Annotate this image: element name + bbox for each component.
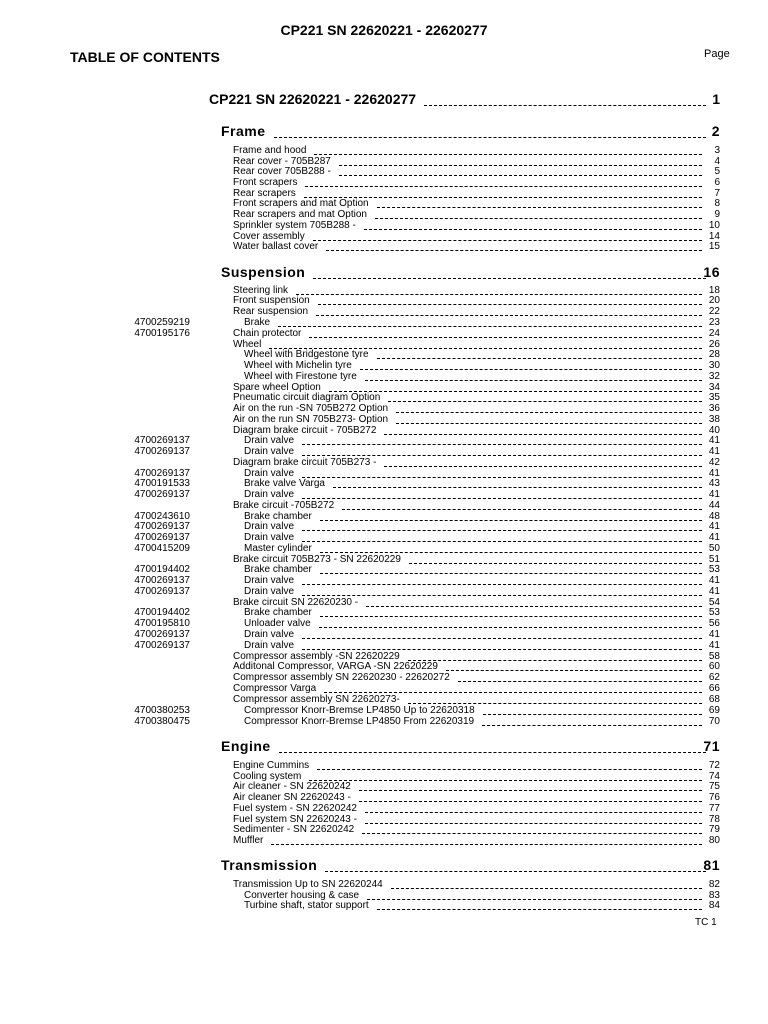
entry-page-number: 38 (708, 414, 720, 425)
leader-line (274, 137, 706, 138)
leader-line (339, 175, 702, 176)
entry-page-number: 50 (708, 543, 720, 554)
entry-title: Sedimenter - SN 22620242 (233, 824, 355, 835)
toc-entry[interactable] (0, 435, 768, 446)
leader-line (365, 380, 702, 381)
toc-entry[interactable] (0, 705, 768, 716)
leader-line (316, 315, 702, 316)
leader-line (391, 888, 702, 889)
entry-page-number: 83 (708, 890, 720, 901)
leader-line (359, 790, 702, 791)
leader-line (360, 369, 702, 370)
entry-page-number: 1 (712, 91, 720, 107)
toc-entry[interactable] (0, 716, 768, 727)
entry-title: Brake chamber (244, 607, 312, 618)
entry-title: Brake (244, 317, 271, 328)
entry-page-number: 58 (708, 651, 720, 662)
part-number: 4700269137 (134, 446, 190, 457)
entry-title: Sprinkler system 705B288 - (233, 220, 356, 231)
entry-page-number: 35 (708, 392, 720, 403)
entry-page-number: 26 (708, 339, 720, 350)
entry-title: Compressor assembly SN 22620230 - 22620272 (233, 672, 450, 683)
entry-page-number: 75 (708, 781, 720, 792)
leader-line (302, 455, 702, 456)
leader-line (302, 649, 702, 650)
entry-title: Air on the run -SN 705B272 Option (233, 403, 389, 414)
part-number: 4700269137 (134, 532, 190, 543)
toc-entry[interactable] (0, 640, 768, 651)
entry-page-number: 41 (708, 586, 720, 597)
toc-entry[interactable] (0, 360, 768, 371)
toc-entry[interactable] (0, 575, 768, 586)
leader-line (302, 638, 702, 639)
toc-entry[interactable] (0, 824, 768, 835)
entry-page-number: 23 (708, 317, 720, 328)
leader-line (317, 769, 702, 770)
toc-entry[interactable] (0, 803, 768, 814)
entry-page-number: 60 (708, 661, 720, 672)
toc-entry[interactable] (0, 306, 768, 317)
entry-page-number: 41 (708, 521, 720, 532)
entry-title: Fuel system SN 22620243 - (233, 814, 357, 825)
entry-page-number: 69 (708, 705, 720, 716)
toc-entry[interactable] (0, 349, 768, 360)
entry-page-number: 32 (708, 371, 720, 382)
part-number: 4700195810 (134, 618, 190, 629)
entry-title: Brake chamber (244, 564, 312, 575)
entry-title: Drain valve (244, 586, 295, 597)
toc-entry[interactable] (0, 618, 768, 629)
leader-line (396, 423, 702, 424)
entry-title: Spare wheel Option (233, 382, 321, 393)
entry-page-number: 80 (708, 835, 720, 846)
toc-entry[interactable] (0, 672, 768, 683)
toc-entry[interactable] (0, 661, 768, 672)
entry-page-number: 74 (708, 771, 720, 782)
entry-page-number: 41 (708, 435, 720, 446)
entry-title: Brake valve Varga (244, 478, 325, 489)
entry-page-number: 82 (708, 879, 720, 890)
entry-title: Wheel with Michelin tyre (244, 360, 352, 371)
entry-title: Unloader valve (244, 618, 311, 629)
entry-title: Wheel (233, 339, 262, 350)
entry-page-number: 76 (708, 792, 720, 803)
entry-title: Chain protector (233, 328, 302, 339)
entry-title: Cover assembly (233, 231, 305, 242)
toc-entry[interactable] (0, 403, 768, 414)
leader-line (424, 105, 706, 106)
leader-line (377, 358, 703, 359)
entry-title: Turbine shaft, stator support (244, 900, 369, 911)
entry-title: Drain valve (244, 575, 295, 586)
entry-title: Rear scrapers (233, 188, 296, 199)
toc-entry[interactable] (0, 607, 768, 618)
part-number: 4700269137 (134, 468, 190, 479)
toc-entry[interactable] (0, 629, 768, 640)
entry-page-number: 8 (714, 198, 720, 209)
leader-line (305, 186, 702, 187)
leader-line (320, 616, 702, 617)
entry-page-number: 41 (708, 640, 720, 651)
leader-line (320, 573, 702, 574)
toc-entry[interactable] (0, 532, 768, 543)
entry-title: Compressor Varga (233, 683, 317, 694)
entry-page-number: 41 (708, 575, 720, 586)
leader-line (279, 752, 706, 753)
toc-entry[interactable] (0, 521, 768, 532)
entry-title: Front scrapers and mat Option (233, 198, 369, 209)
leader-line (362, 833, 702, 834)
leader-line (302, 595, 702, 596)
leader-line (483, 714, 702, 715)
entry-title: Engine (221, 738, 271, 754)
footer-page-id: TC 1 (695, 917, 717, 928)
entry-page-number: 20 (708, 295, 720, 306)
toc-section[interactable] (0, 738, 768, 760)
toc-entry[interactable] (0, 694, 768, 705)
entry-page-number: 6 (714, 177, 720, 188)
leader-line (313, 278, 706, 279)
toc-entry[interactable] (0, 457, 768, 468)
toc-entry[interactable] (0, 586, 768, 597)
part-number: 4700243610 (134, 511, 190, 522)
toc-top-entry[interactable] (0, 91, 768, 113)
toc-entry[interactable] (0, 392, 768, 403)
entry-page-number: 66 (708, 683, 720, 694)
toc-entry[interactable] (0, 220, 768, 231)
entry-page-number: 41 (708, 446, 720, 457)
entry-page-number: 44 (708, 500, 720, 511)
entry-title: Steering link (233, 285, 289, 296)
toc-entry[interactable] (0, 241, 768, 252)
entry-title: Air cleaner SN 22620243 - (233, 792, 351, 803)
leader-line (384, 466, 702, 467)
entry-page-number: 51 (708, 554, 720, 565)
entry-page-number: 24 (708, 328, 720, 339)
toc-entry[interactable] (0, 900, 768, 911)
entry-page-number: 68 (708, 694, 720, 705)
toc-heading: TABLE OF CONTENTS (70, 49, 220, 65)
entry-title: Drain valve (244, 521, 295, 532)
leader-line (446, 670, 702, 671)
leader-line (408, 703, 702, 704)
leader-line (320, 552, 702, 553)
toc-entry[interactable] (0, 414, 768, 425)
leader-line (377, 207, 702, 208)
leader-line (375, 218, 702, 219)
entry-page-number: 56 (708, 618, 720, 629)
toc-entry[interactable] (0, 209, 768, 220)
entry-title: Drain valve (244, 532, 295, 543)
toc-entry[interactable] (0, 295, 768, 306)
toc-entry[interactable] (0, 177, 768, 188)
toc-entry[interactable] (0, 446, 768, 457)
entry-title: Drain valve (244, 435, 295, 446)
entry-page-number: 4 (714, 156, 720, 167)
entry-page-number: 10 (708, 220, 720, 231)
entry-title: Drain valve (244, 468, 295, 479)
entry-title: Water ballast cover (233, 241, 319, 252)
entry-page-number: 9 (714, 209, 720, 220)
leader-line (482, 725, 702, 726)
entry-title: Brake circuit -705B272 (233, 500, 335, 511)
entry-page-number: 41 (708, 532, 720, 543)
leader-line (333, 487, 702, 488)
part-number: 4700380253 (134, 705, 190, 716)
toc-entry[interactable] (0, 317, 768, 328)
part-number: 4700195176 (134, 328, 190, 339)
toc-section[interactable] (0, 123, 768, 145)
part-number: 4700415209 (134, 543, 190, 554)
toc-section[interactable] (0, 857, 768, 879)
entry-title: Compressor assembly -SN 22620229 (233, 651, 400, 662)
entry-title: Master cylinder (244, 543, 312, 554)
entry-page-number: 72 (708, 760, 720, 771)
toc-entry[interactable] (0, 328, 768, 339)
part-number: 4700269137 (134, 586, 190, 597)
entry-page-number: 79 (708, 824, 720, 835)
entry-page-number: 16 (703, 264, 720, 280)
leader-line (314, 154, 702, 155)
part-number: 4700269137 (134, 640, 190, 651)
part-number: 4700380475 (134, 716, 190, 727)
leader-line (325, 871, 706, 872)
entry-title: Brake circuit SN 22620230 - (233, 597, 359, 608)
entry-page-number: 18 (708, 285, 720, 296)
part-number: 4700259219 (134, 317, 190, 328)
entry-page-number: 71 (703, 738, 720, 754)
entry-page-number: 77 (708, 803, 720, 814)
entry-page-number: 30 (708, 360, 720, 371)
entry-title: Frame (221, 123, 266, 139)
entry-title: Additonal Compressor, VARGA -SN 22620229 (233, 661, 438, 672)
leader-line (342, 509, 702, 510)
leader-line (302, 530, 702, 531)
entry-page-number: 22 (708, 306, 720, 317)
entry-title: Rear cover 705B288 - (233, 166, 331, 177)
entry-page-number: 41 (708, 468, 720, 479)
part-number: 4700194402 (134, 564, 190, 575)
toc-entry[interactable] (0, 879, 768, 890)
page-column-label: Page (704, 48, 730, 60)
entry-title: Compressor Knorr-Bremse LP4850 Up to 22620318 (244, 705, 475, 716)
leader-line (458, 681, 702, 682)
leader-line (324, 692, 702, 693)
entry-page-number: 53 (708, 607, 720, 618)
entry-page-number: 41 (708, 629, 720, 640)
toc-entry[interactable] (0, 760, 768, 771)
entry-title: Muffler (233, 835, 264, 846)
entry-page-number: 28 (708, 349, 720, 360)
entry-title: Converter housing & case (244, 890, 360, 901)
entry-title: Rear cover - 705B287 (233, 156, 331, 167)
leader-line (278, 326, 702, 327)
entry-page-number: 53 (708, 564, 720, 575)
entry-title: Suspension (221, 264, 306, 280)
entry-page-number: 34 (708, 382, 720, 393)
entry-title: Transmission (221, 857, 318, 873)
part-number: 4700269137 (134, 575, 190, 586)
entry-page-number: 5 (714, 166, 720, 177)
entry-page-number: 2 (711, 123, 720, 139)
toc-entry[interactable] (0, 145, 768, 156)
toc-entry[interactable] (0, 478, 768, 489)
toc-entry[interactable] (0, 564, 768, 575)
leader-line (326, 250, 702, 251)
entry-page-number: 84 (708, 900, 720, 911)
toc-entry[interactable] (0, 489, 768, 500)
entry-title: Wheel with Firestone tyre (244, 371, 357, 382)
toc-entry[interactable] (0, 781, 768, 792)
entry-title: Rear suspension (233, 306, 309, 317)
entry-page-number: 41 (708, 489, 720, 500)
leader-line (302, 444, 702, 445)
leader-line (365, 812, 702, 813)
entry-page-number: 3 (714, 145, 720, 156)
leader-line (271, 844, 702, 845)
entry-title: Front scrapers (233, 177, 298, 188)
entry-title: Air cleaner - SN 22620242 (233, 781, 351, 792)
leader-line (377, 909, 702, 910)
entry-title: Drain valve (244, 489, 295, 500)
entry-title: Compressor Knorr-Bremse LP4850 From 22620319 (244, 716, 475, 727)
leader-line (396, 412, 702, 413)
toc-section[interactable] (0, 264, 768, 286)
entry-page-number: 48 (708, 511, 720, 522)
leader-line (302, 541, 702, 542)
leader-line (302, 498, 702, 499)
entry-title: Transmission Up to SN 22620244 (233, 879, 383, 890)
entry-page-number: 43 (708, 478, 720, 489)
entry-page-number: 7 (714, 188, 720, 199)
entry-title: Diagram brake circuit 705B273 - (233, 457, 377, 468)
entry-title: Wheel with Bridgestone tyre (244, 349, 369, 360)
entry-page-number: 42 (708, 457, 720, 468)
entry-title: Engine Cummins (233, 760, 310, 771)
leader-line (319, 627, 702, 628)
entry-title: Air on the run SN 705B273- Option (233, 414, 389, 425)
toc-entry[interactable] (0, 371, 768, 382)
entry-title: Drain valve (244, 640, 295, 651)
toc-entry[interactable] (0, 683, 768, 694)
leader-line (364, 229, 702, 230)
entry-page-number: 78 (708, 814, 720, 825)
leader-line (318, 304, 702, 305)
entry-title: Frame and hood (233, 145, 307, 156)
leader-line (302, 584, 702, 585)
entry-page-number: 70 (708, 716, 720, 727)
part-number: 4700269137 (134, 435, 190, 446)
entry-title: Brake circuit 705B273 - SN 22620229 (233, 554, 401, 565)
entry-title: Drain valve (244, 629, 295, 640)
toc-entry[interactable] (0, 500, 768, 511)
entry-title: Brake chamber (244, 511, 312, 522)
toc-entry[interactable] (0, 835, 768, 846)
leader-line (388, 401, 702, 402)
entry-page-number: 81 (703, 857, 720, 873)
leader-line (359, 801, 702, 802)
entry-title: Rear scrapers and mat Option (233, 209, 367, 220)
entry-title: Diagram brake circuit - 705B272 (233, 425, 377, 436)
entry-title: Compressor assembly SN 22620273- (233, 694, 400, 705)
toc-entry[interactable] (0, 792, 768, 803)
entry-page-number: 36 (708, 403, 720, 414)
entry-title: CP221 SN 22620221 - 22620277 (209, 91, 417, 107)
document-title: CP221 SN 22620221 - 22620277 (280, 22, 488, 38)
entry-page-number: 14 (708, 231, 720, 242)
toc-entry[interactable] (0, 166, 768, 177)
entry-page-number: 62 (708, 672, 720, 683)
part-number: 4700191533 (134, 478, 190, 489)
part-number: 4700269137 (134, 489, 190, 500)
toc-entry[interactable] (0, 198, 768, 209)
entry-title: Pneumatic circuit diagram Option (233, 392, 381, 403)
entry-title: Cooling system (233, 771, 302, 782)
entry-title: Drain valve (244, 446, 295, 457)
entry-title: Fuel system - SN 22620242 (233, 803, 357, 814)
entry-page-number: 40 (708, 425, 720, 436)
entry-page-number: 54 (708, 597, 720, 608)
entry-page-number: 15 (708, 241, 720, 252)
part-number: 4700269137 (134, 629, 190, 640)
part-number: 4700269137 (134, 521, 190, 532)
leader-line (309, 337, 702, 338)
part-number: 4700194402 (134, 607, 190, 618)
toc-entry[interactable] (0, 543, 768, 554)
entry-title: Front suspension (233, 295, 310, 306)
